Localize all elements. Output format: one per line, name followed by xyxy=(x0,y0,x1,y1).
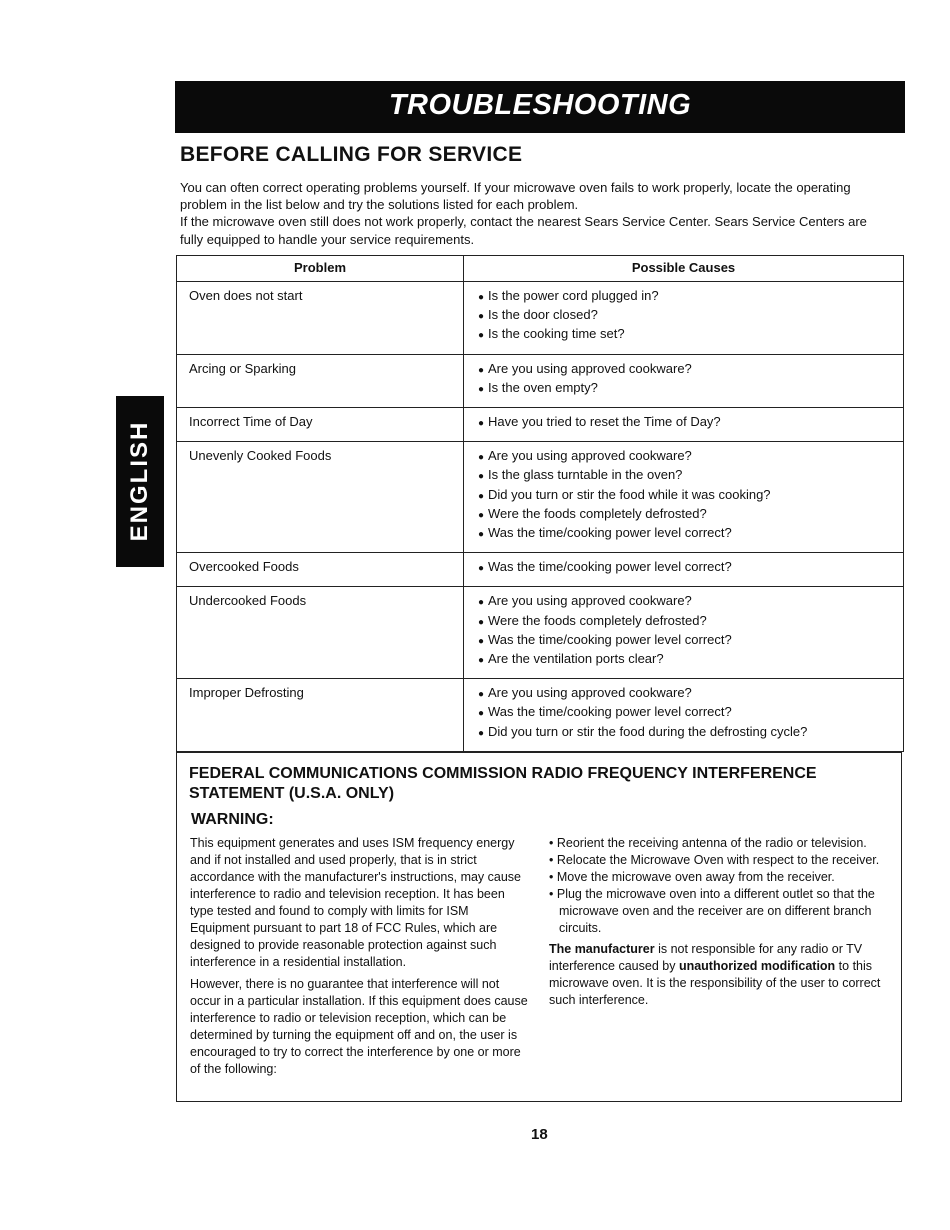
problem-cell: Undercooked Foods xyxy=(177,587,464,679)
section-title: BEFORE CALLING FOR SERVICE xyxy=(180,143,523,166)
warning-heading: WARNING: xyxy=(191,811,274,828)
cause-item: ● Did you turn or stir the food while it was cooking? xyxy=(478,486,891,505)
cause-item: ● Was the time/cooking power level correct? xyxy=(478,558,891,577)
list-item: • Move the microwave oven away from the receiver. xyxy=(549,870,835,884)
bullet-icon: ● xyxy=(478,383,485,395)
cause-item: ● Is the power cord plugged in? xyxy=(478,287,891,306)
causes-cell xyxy=(464,408,904,442)
bullet-icon: ● xyxy=(478,471,485,483)
disclaimer-text: The manufacturer is not responsible for any radio or TV interference caused by unauthorized modification to this microwave oven. It is the responsibility of the user to correct such interference. xyxy=(549,942,881,1007)
problem-cell: Overcooked Foods xyxy=(177,553,464,587)
table-row xyxy=(177,354,904,407)
cause-item: ● Did you turn or stir the food during the defrosting cycle? xyxy=(478,723,891,742)
page-title: TROUBLESHOOTING xyxy=(388,89,692,121)
table-row xyxy=(177,553,904,587)
fcc-paragraph: However, there is no guarantee that interference will not occur in a particular installation. If this equipment does cause interference to radio or television reception, which can be determined by turning the equipment off and on, the user is encouraged to try to correct the interference by one or more of the following: xyxy=(190,977,528,1076)
troubleshooting-table xyxy=(176,255,904,752)
problem-cell: Arcing or Sparking xyxy=(177,354,464,407)
fcc-bullet-list xyxy=(549,835,889,937)
table-row xyxy=(177,587,904,679)
bullet-icon: ● xyxy=(478,330,485,342)
intro-paragraph: You can often correct operating problems yourself. If your microwave oven fails to work properly, locate the operating problem in the list below and try the solutions listed for each problem. xyxy=(180,180,851,213)
bullet-icon: ● xyxy=(478,689,485,701)
cause-item: ● Are you using approved cookware? xyxy=(478,447,891,466)
bullet-icon: ● xyxy=(478,529,485,541)
bullet-icon: ● xyxy=(478,727,485,739)
bullet-icon: ● xyxy=(478,655,485,667)
bullet-icon: ● xyxy=(478,616,485,628)
problem-cell: Oven does not start xyxy=(177,282,464,355)
causes-cell xyxy=(464,679,904,752)
causes-cell xyxy=(464,282,904,355)
list-item: • Reorient the receiving antenna of the radio or television. xyxy=(549,836,867,850)
cause-item: ● Was the time/cooking power level correct? xyxy=(478,524,891,543)
problem-cell: Unevenly Cooked Foods xyxy=(177,442,464,553)
cause-item: ● Was the time/cooking power level correct? xyxy=(478,703,891,722)
cause-item: ● Are you using approved cookware? xyxy=(478,684,891,703)
table-header-row xyxy=(177,256,904,282)
cause-item: ● Are the ventilation ports clear? xyxy=(478,650,891,669)
cause-item: ● Have you tried to reset the Time of Day? xyxy=(478,413,891,432)
table-row xyxy=(177,442,904,553)
fcc-statement-box xyxy=(176,752,902,1102)
bullet-icon: ● xyxy=(478,509,485,521)
page-number: 18 xyxy=(531,1126,548,1143)
fcc-paragraph: This equipment generates and uses ISM frequency energy and if not installed and used properly, that is in strict accordance with the manufacturer's instructions, may cause interference to radio and television reception. It has been type tested and found to comply with limits for ISM Equipment pursuant to part 18 of FCC Rules, which are designed to provide reasonable protection against such interference in a residential installation. xyxy=(190,836,522,969)
bullet-icon: ● xyxy=(478,597,485,609)
header-banner xyxy=(175,81,905,133)
causes-cell xyxy=(464,354,904,407)
intro-paragraph: If the microwave oven still does not work properly, contact the nearest Sears Service Center. Sears Service Centers are fully equipped to handle your service requirements. xyxy=(180,214,867,247)
table-row xyxy=(177,408,904,442)
problem-cell: Incorrect Time of Day xyxy=(177,408,464,442)
cause-item: ● Were the foods completely defrosted? xyxy=(478,612,891,631)
bullet-icon: ● xyxy=(478,490,485,502)
problem-cell: Improper Defrosting xyxy=(177,679,464,752)
table-row xyxy=(177,679,904,752)
table-body xyxy=(177,282,904,752)
fcc-title: FEDERAL COMMUNICATIONS COMMISSION RADIO FREQUENCY INTERFERENCE STATEMENT (U.S.A. ONLY) xyxy=(189,765,817,802)
fcc-right-column xyxy=(549,835,889,1009)
bullet-icon: ● xyxy=(478,292,485,303)
cause-item: ● Is the glass turntable in the oven? xyxy=(478,466,891,485)
causes-cell xyxy=(464,587,904,679)
table-row xyxy=(177,282,904,355)
bullet-icon: ● xyxy=(478,311,485,323)
language-tab-label: ENGLISH xyxy=(126,420,153,542)
column-header-problem: Problem xyxy=(177,256,464,282)
bullet-icon: ● xyxy=(478,635,485,647)
list-item: • Relocate the Microwave Oven with respect to the receiver. xyxy=(549,853,880,867)
cause-item: ● Were the foods completely defrosted? xyxy=(478,505,891,524)
cause-item: ● Are you using approved cookware? xyxy=(478,360,891,379)
cause-item: ● Is the cooking time set? xyxy=(478,325,891,344)
bullet-icon: ● xyxy=(478,563,485,575)
cause-item: ● Are you using approved cookware? xyxy=(478,592,891,611)
cause-item: ● Is the door closed? xyxy=(478,306,891,325)
list-item: • Plug the microwave oven into a different outlet so that the microwave oven and the receiver are on different branch circuits. xyxy=(549,887,875,935)
language-tab xyxy=(116,396,164,567)
fcc-left-column xyxy=(190,835,530,1083)
causes-cell xyxy=(464,442,904,553)
bullet-icon: ● xyxy=(478,364,485,376)
bullet-icon: ● xyxy=(478,708,485,720)
bullet-icon: ● xyxy=(478,418,485,430)
causes-cell xyxy=(464,553,904,587)
cause-item: ● Was the time/cooking power level correct? xyxy=(478,631,891,650)
column-header-causes: Possible Causes xyxy=(464,256,904,282)
bullet-icon: ● xyxy=(478,452,485,464)
cause-item: ● Is the oven empty? xyxy=(478,379,891,398)
intro-text xyxy=(180,179,880,248)
